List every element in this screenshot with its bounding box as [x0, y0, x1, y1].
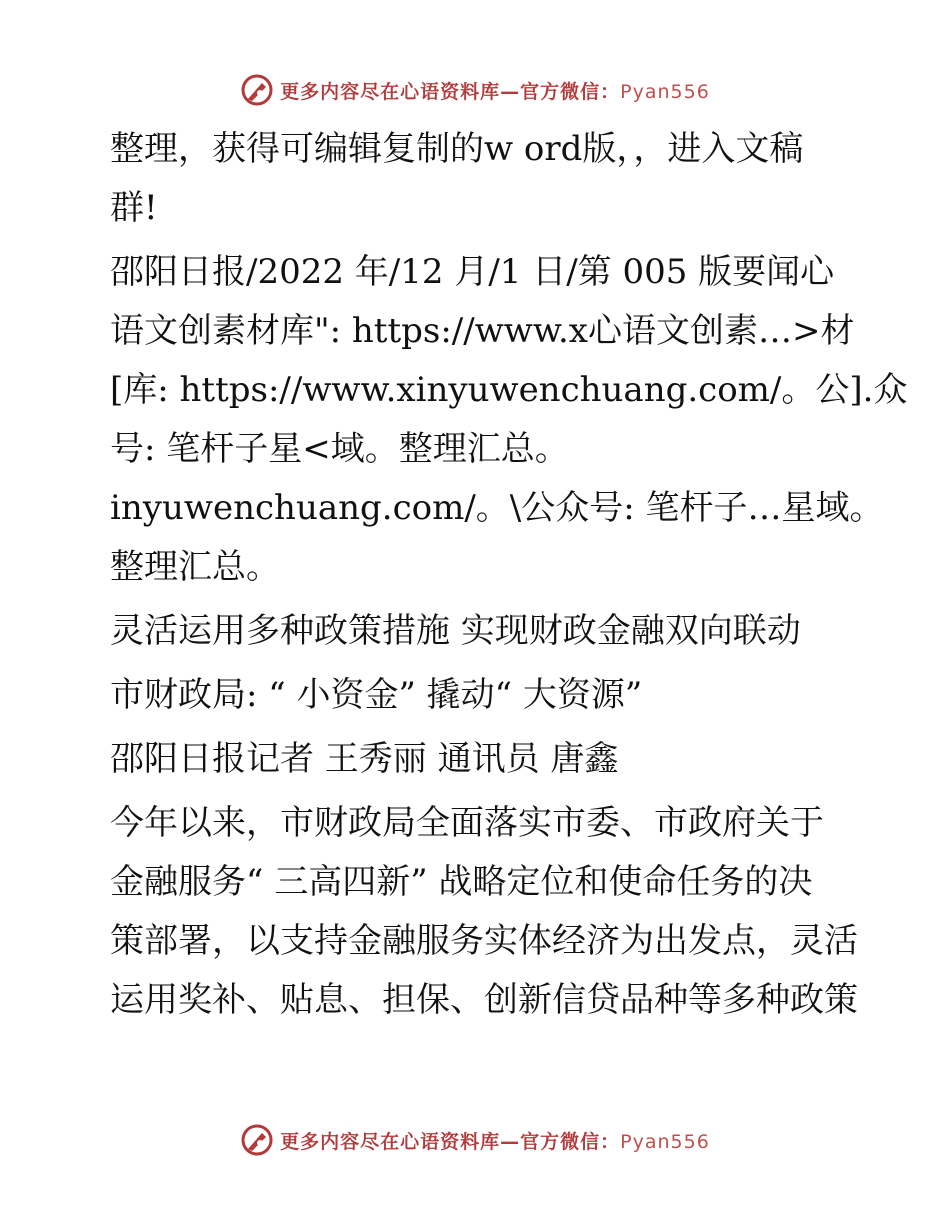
watermark-text: 更多内容尽在心语资料库—官方微信：Pyan556: [280, 80, 710, 103]
article-subtitle: 市财政局: “ 小资金” 撬动“ 大资源”: [110, 675, 643, 715]
paragraph: 邵阳日报/2022 年/12 月/1 日/第 005 版要闻心 语文创素材库": https://www.x心语文创素…>材 [库: https://www.xinyuwenchuang.com/。公].众 号: 笔杆子星<域。整理汇总。 inyuwenchuang.com/。\公众号: 笔杆子…星域。 整理汇总。: [110, 252, 908, 587]
paragraph: 今年以来，市财政局全面落实市委、市政府关于 金融服务“ 三高四新” 战略定位和使命任务的决 策部署，以支持金融服务实体经济为出发点，灵活 运用奖补、贴息、担保、创新信贷品种等多种政策: [110, 803, 858, 1020]
footer-watermark: [0, 1120, 950, 1160]
logo-icon: [240, 1123, 274, 1157]
header-watermark: [0, 70, 950, 110]
document-body: [98, 120, 908, 1035]
logo-icon: [240, 73, 274, 107]
byline: 邵阳日报记者 王秀丽 通讯员 唐鑫: [110, 739, 619, 779]
article-title: 灵活运用多种政策措施 实现财政金融双向联动: [110, 611, 801, 651]
watermark-text: 更多内容尽在心语资料库—官方微信：Pyan556: [280, 1130, 710, 1153]
paragraph: 整理，获得可编辑复制的w ord版，，进入文稿 群!: [110, 129, 804, 228]
